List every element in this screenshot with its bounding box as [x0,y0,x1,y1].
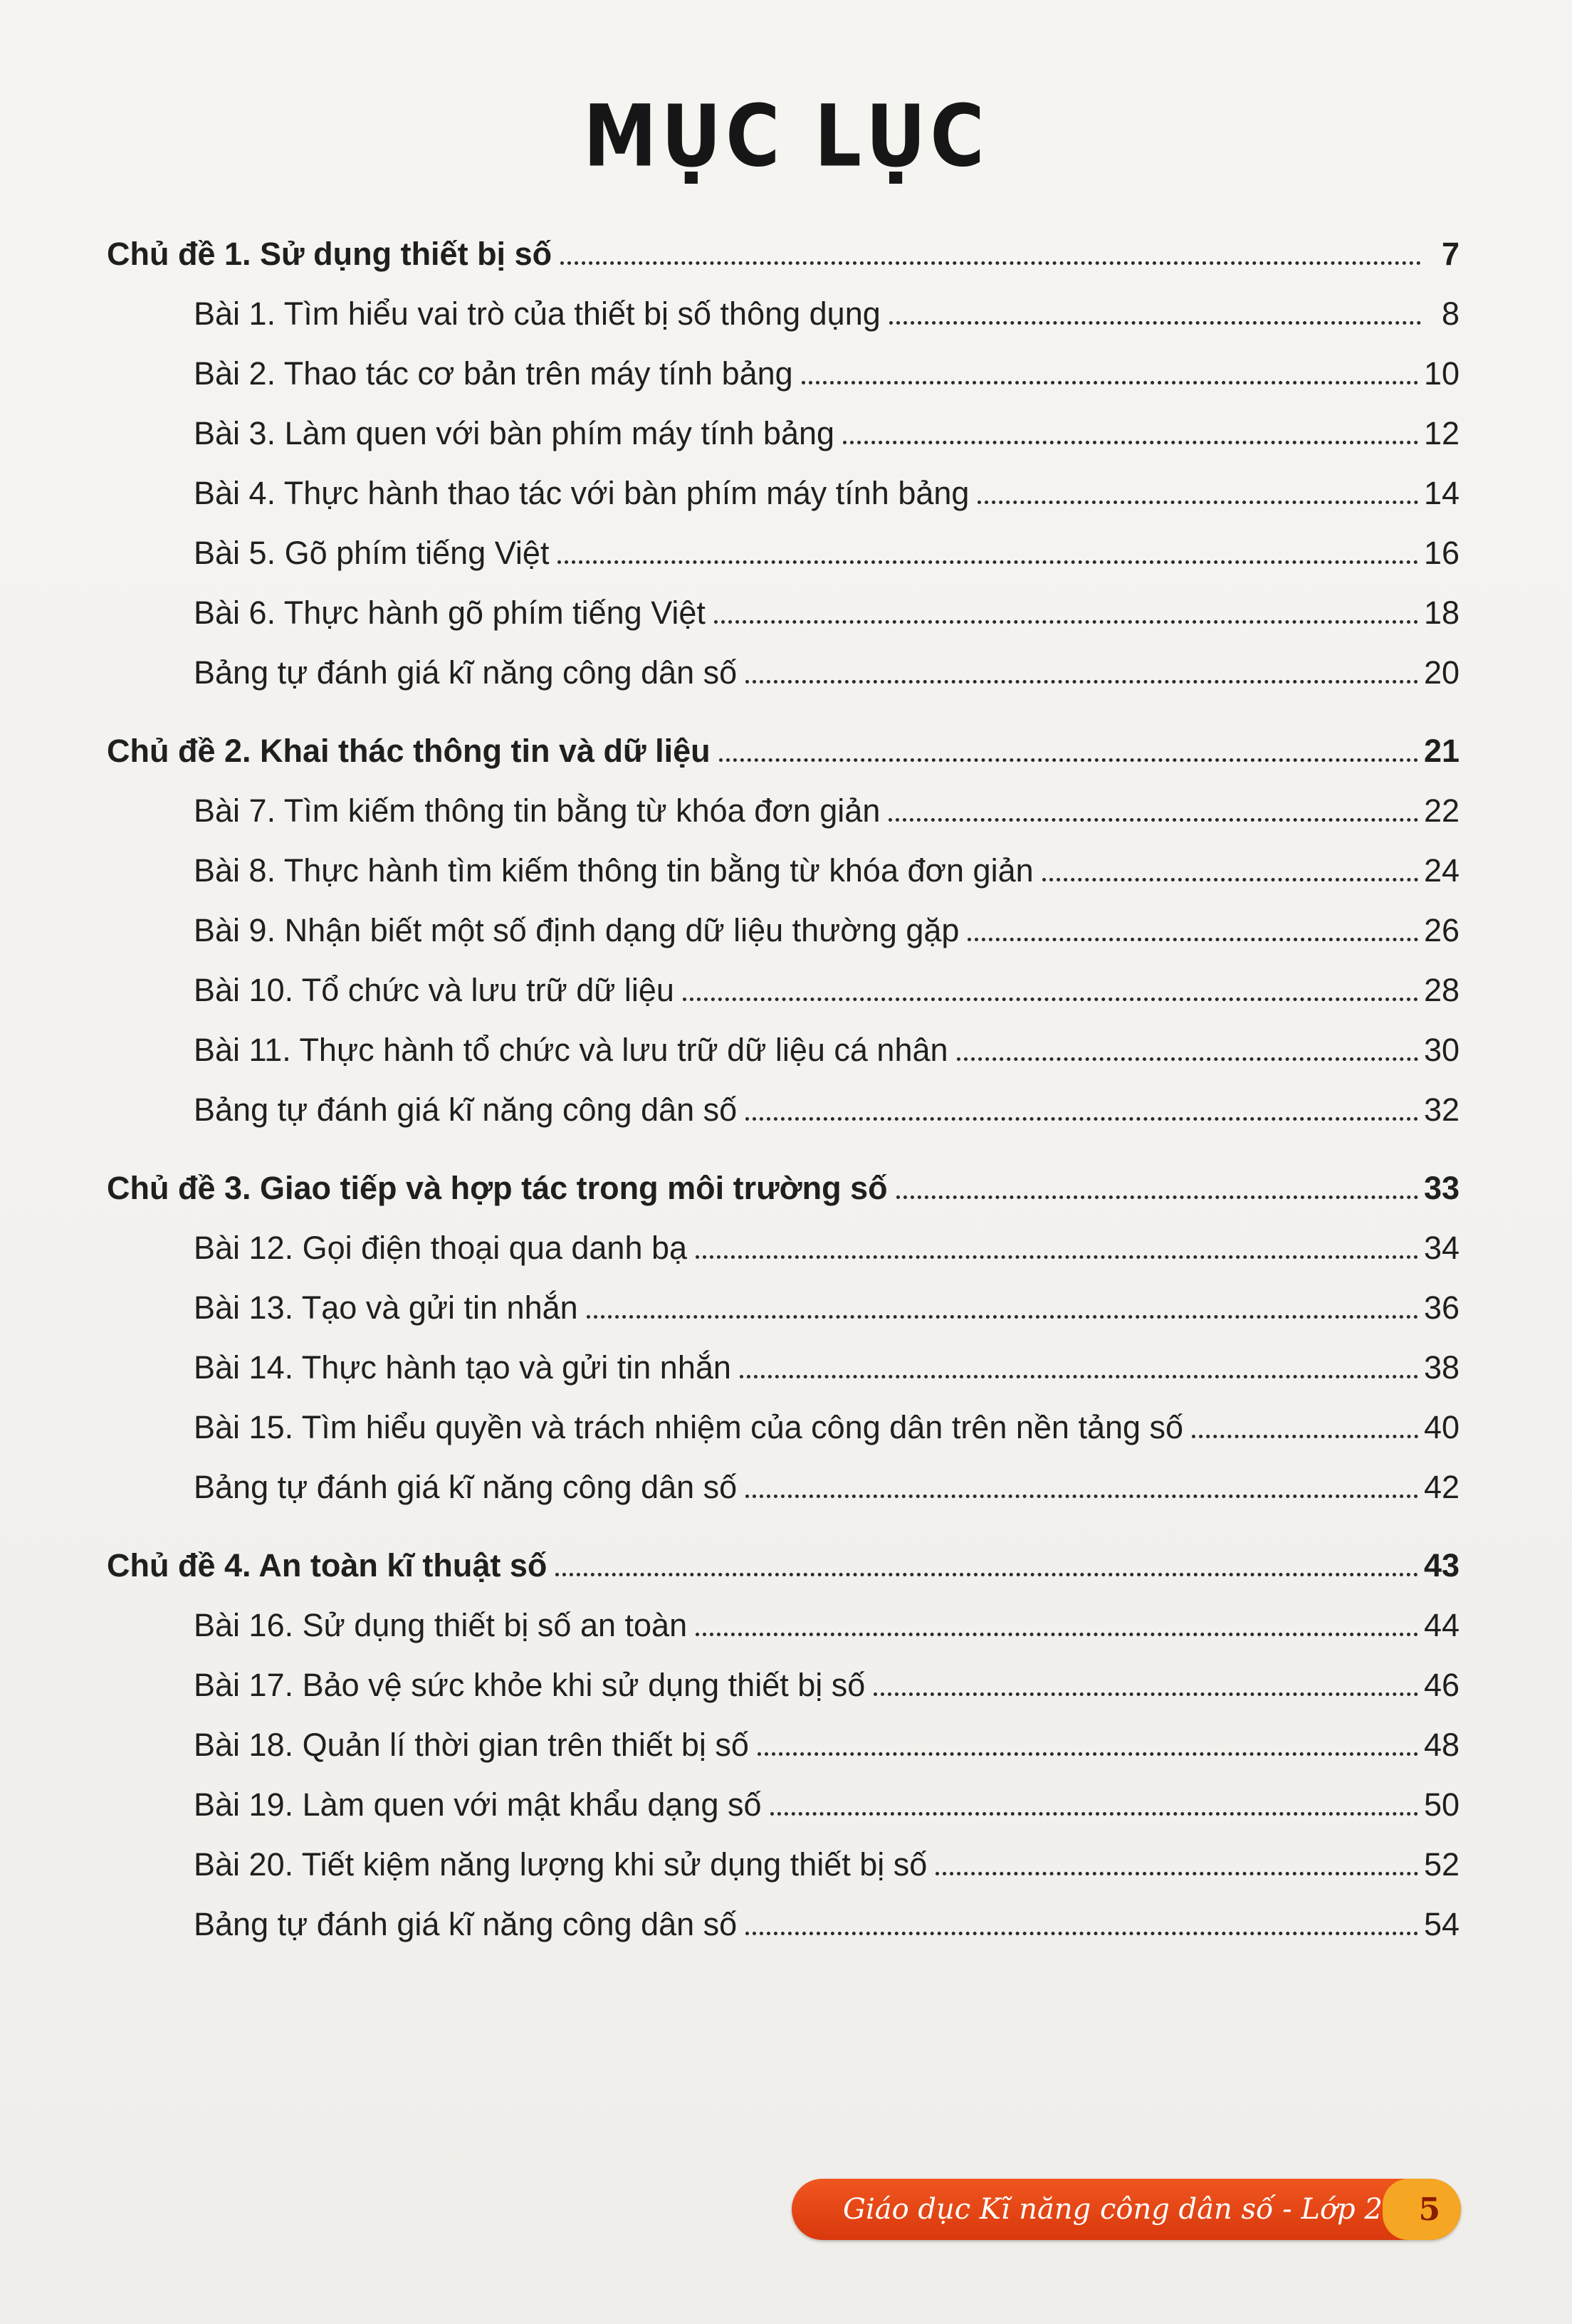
toc-dot-leader [843,441,1418,444]
toc-dot-leader [889,818,1418,822]
toc-dot-leader [770,1812,1418,1816]
toc-lesson-row [107,1585,1460,1645]
toc-lesson-row [107,632,1460,692]
toc-chapter-heading [107,711,1460,770]
toc-lesson-row [107,513,1460,572]
toc-lesson-row [107,830,1460,890]
toc-page-number: 54 [1423,1906,1460,1942]
toc-lesson-title: Bài 15. Tìm hiểu quyền và trách nhiệm của công dân trên nền tảng số [194,1409,1184,1445]
toc-lesson-title: Bài 17. Bảo vệ sức khỏe khi sử dụng thiết bị số [194,1667,866,1703]
toc-lesson-row [107,1764,1460,1824]
toc-page-number: 22 [1423,792,1460,829]
toc-lesson-title: Bài 5. Gõ phím tiếng Việt [194,535,550,571]
toc-dot-leader [745,1495,1418,1498]
toc-lesson-title: Bài 14. Thực hành tạo và gửi tin nhắn [194,1349,731,1386]
toc-dot-leader [696,1633,1418,1636]
toc-lesson-row [107,393,1460,453]
toc-dot-leader [745,1932,1418,1935]
toc-lesson-row [107,333,1460,393]
toc-lesson-title: Bài 18. Quản lí thời gian trên thiết bị số [194,1727,749,1763]
toc-lesson-row [107,1208,1460,1267]
toc-dot-leader [696,1255,1418,1259]
toc-chapter-2 [107,711,1460,1129]
toc-lesson-title: Bài 1. Tìm hiểu vai trò của thiết bị số thông dụng [194,295,881,332]
toc-dot-leader [740,1375,1418,1378]
toc-page-number: 50 [1423,1786,1460,1823]
toc-chapter-title: Chủ đề 4. An toàn kĩ thuật số [107,1547,547,1584]
toc-dot-leader [968,938,1418,941]
toc-lesson-title: Bài 4. Thực hành thao tác với bàn phím máy tính bảng [194,475,970,511]
toc-chapter-heading [107,1148,1460,1208]
toc-page-number: 21 [1423,733,1460,769]
toc-dot-leader [745,1117,1418,1121]
toc-lesson-row [107,1069,1460,1129]
toc-lesson-title: Bài 9. Nhận biết một số định dạng dữ liệu thường gặp [194,912,960,948]
table-of-contents [107,214,1460,1962]
toc-chapter-title: Chủ đề 1. Sử dụng thiết bị số [107,236,552,272]
toc-lesson-title: Bài 16. Sử dụng thiết bị số an toàn [194,1607,688,1643]
toc-page-number: 18 [1423,595,1460,631]
toc-lesson-row [107,1387,1460,1447]
toc-page-number: 10 [1423,355,1460,392]
toc-page-number: 32 [1423,1092,1460,1128]
toc-lesson-row [107,273,1460,333]
toc-page-number: 46 [1423,1667,1460,1703]
toc-dot-leader [1042,878,1418,881]
toc-dot-leader [1192,1435,1418,1438]
toc-lesson-title: Bảng tự đánh giá kĩ năng công dân số [194,1469,738,1505]
toc-lesson-title: Bài 2. Thao tác cơ bản trên máy tính bảng [194,355,793,392]
toc-lesson-row [107,1824,1460,1884]
toc-lesson-title: Bài 12. Gọi điện thoại qua danh bạ [194,1230,688,1266]
toc-dot-leader [802,381,1418,384]
toc-page-number: 28 [1423,972,1460,1008]
toc-lesson-title: Bài 20. Tiết kiệm năng lượng khi sử dụng thiết bị số [194,1846,928,1883]
toc-dot-leader [745,680,1418,684]
toc-lesson-row [107,1645,1460,1705]
toc-page-number: 20 [1423,654,1460,691]
toc-dot-leader [683,998,1418,1001]
toc-lesson-title: Bài 19. Làm quen với mật khẩu dạng số [194,1786,762,1823]
toc-lesson-row [107,1267,1460,1327]
footer-book-title: Giáo dục Kĩ năng công dân số - Lớp 2 [843,2193,1383,2226]
toc-lesson-row [107,453,1460,513]
toc-dot-leader [889,321,1421,325]
toc-lesson-row [107,950,1460,1010]
toc-dot-leader [555,1573,1418,1576]
toc-page-number: 42 [1423,1469,1460,1505]
toc-page-number: 44 [1423,1607,1460,1643]
toc-dot-leader [957,1057,1418,1061]
toc-lesson-title: Bài 6. Thực hành gõ phím tiếng Việt [194,595,706,631]
footer-banner [792,2179,1461,2240]
toc-chapter-title: Chủ đề 3. Giao tiếp và hợp tác trong môi trường số [107,1170,888,1206]
toc-lesson-row [107,572,1460,632]
toc-lesson-title: Bài 11. Thực hành tổ chức và lưu trữ dữ liệu cá nhân [194,1032,948,1068]
toc-chapter-title: Chủ đề 2. Khai thác thông tin và dữ liệu [107,733,711,769]
toc-page-number: 8 [1441,295,1460,332]
toc-lesson-title: Bài 13. Tạo và gửi tin nhắn [194,1289,578,1326]
toc-chapter-1 [107,214,1460,692]
toc-dot-leader [758,1752,1418,1756]
toc-dot-leader [874,1692,1418,1696]
toc-dot-leader [714,620,1418,624]
toc-page-number: 33 [1423,1170,1460,1206]
toc-page-number: 52 [1423,1846,1460,1883]
page-title: MỤC LỤC [583,85,989,187]
toc-page-number: 24 [1423,852,1460,889]
toc-chapter-3 [107,1148,1460,1507]
toc-page-number: 12 [1423,415,1460,451]
toc-page-number: 48 [1423,1727,1460,1763]
toc-dot-leader [587,1315,1418,1319]
toc-page-number: 34 [1423,1230,1460,1266]
toc-page-number: 36 [1423,1289,1460,1326]
toc-lesson-row [107,1327,1460,1387]
footer-page-number: 5 [1383,2179,1461,2240]
toc-lesson-row [107,1010,1460,1069]
toc-lesson-title: Bảng tự đánh giá kĩ năng công dân số [194,654,738,691]
toc-dot-leader [896,1195,1418,1199]
toc-dot-leader [557,560,1418,564]
toc-dot-leader [560,261,1421,265]
toc-chapter-4 [107,1525,1460,1944]
toc-lesson-title: Bài 8. Thực hành tìm kiếm thông tin bằng từ khóa đơn giản [194,852,1034,889]
toc-lesson-row [107,1884,1460,1944]
toc-page-number: 30 [1423,1032,1460,1068]
toc-lesson-title: Bảng tự đánh giá kĩ năng công dân số [194,1092,738,1128]
toc-page-number: 26 [1423,912,1460,948]
toc-page-number: 14 [1423,475,1460,511]
toc-page-number: 40 [1423,1409,1460,1445]
toc-chapter-heading [107,1525,1460,1585]
toc-lesson-title: Bài 10. Tổ chức và lưu trữ dữ liệu [194,972,674,1008]
toc-lesson-row [107,1447,1460,1507]
toc-dot-leader [719,758,1418,762]
toc-lesson-row [107,890,1460,950]
toc-page-number: 16 [1423,535,1460,571]
toc-page-number: 43 [1423,1547,1460,1584]
toc-lesson-title: Bài 3. Làm quen với bàn phím máy tính bảng [194,415,835,451]
toc-lesson-row [107,1705,1460,1764]
toc-dot-leader [978,501,1418,504]
toc-lesson-title: Bài 7. Tìm kiếm thông tin bằng từ khóa đơn giản [194,792,881,829]
toc-dot-leader [936,1872,1418,1875]
toc-chapter-heading [107,214,1460,273]
toc-page-number: 7 [1441,236,1460,272]
toc-page-number: 38 [1423,1349,1460,1386]
toc-lesson-row [107,770,1460,830]
toc-lesson-title: Bảng tự đánh giá kĩ năng công dân số [194,1906,738,1942]
